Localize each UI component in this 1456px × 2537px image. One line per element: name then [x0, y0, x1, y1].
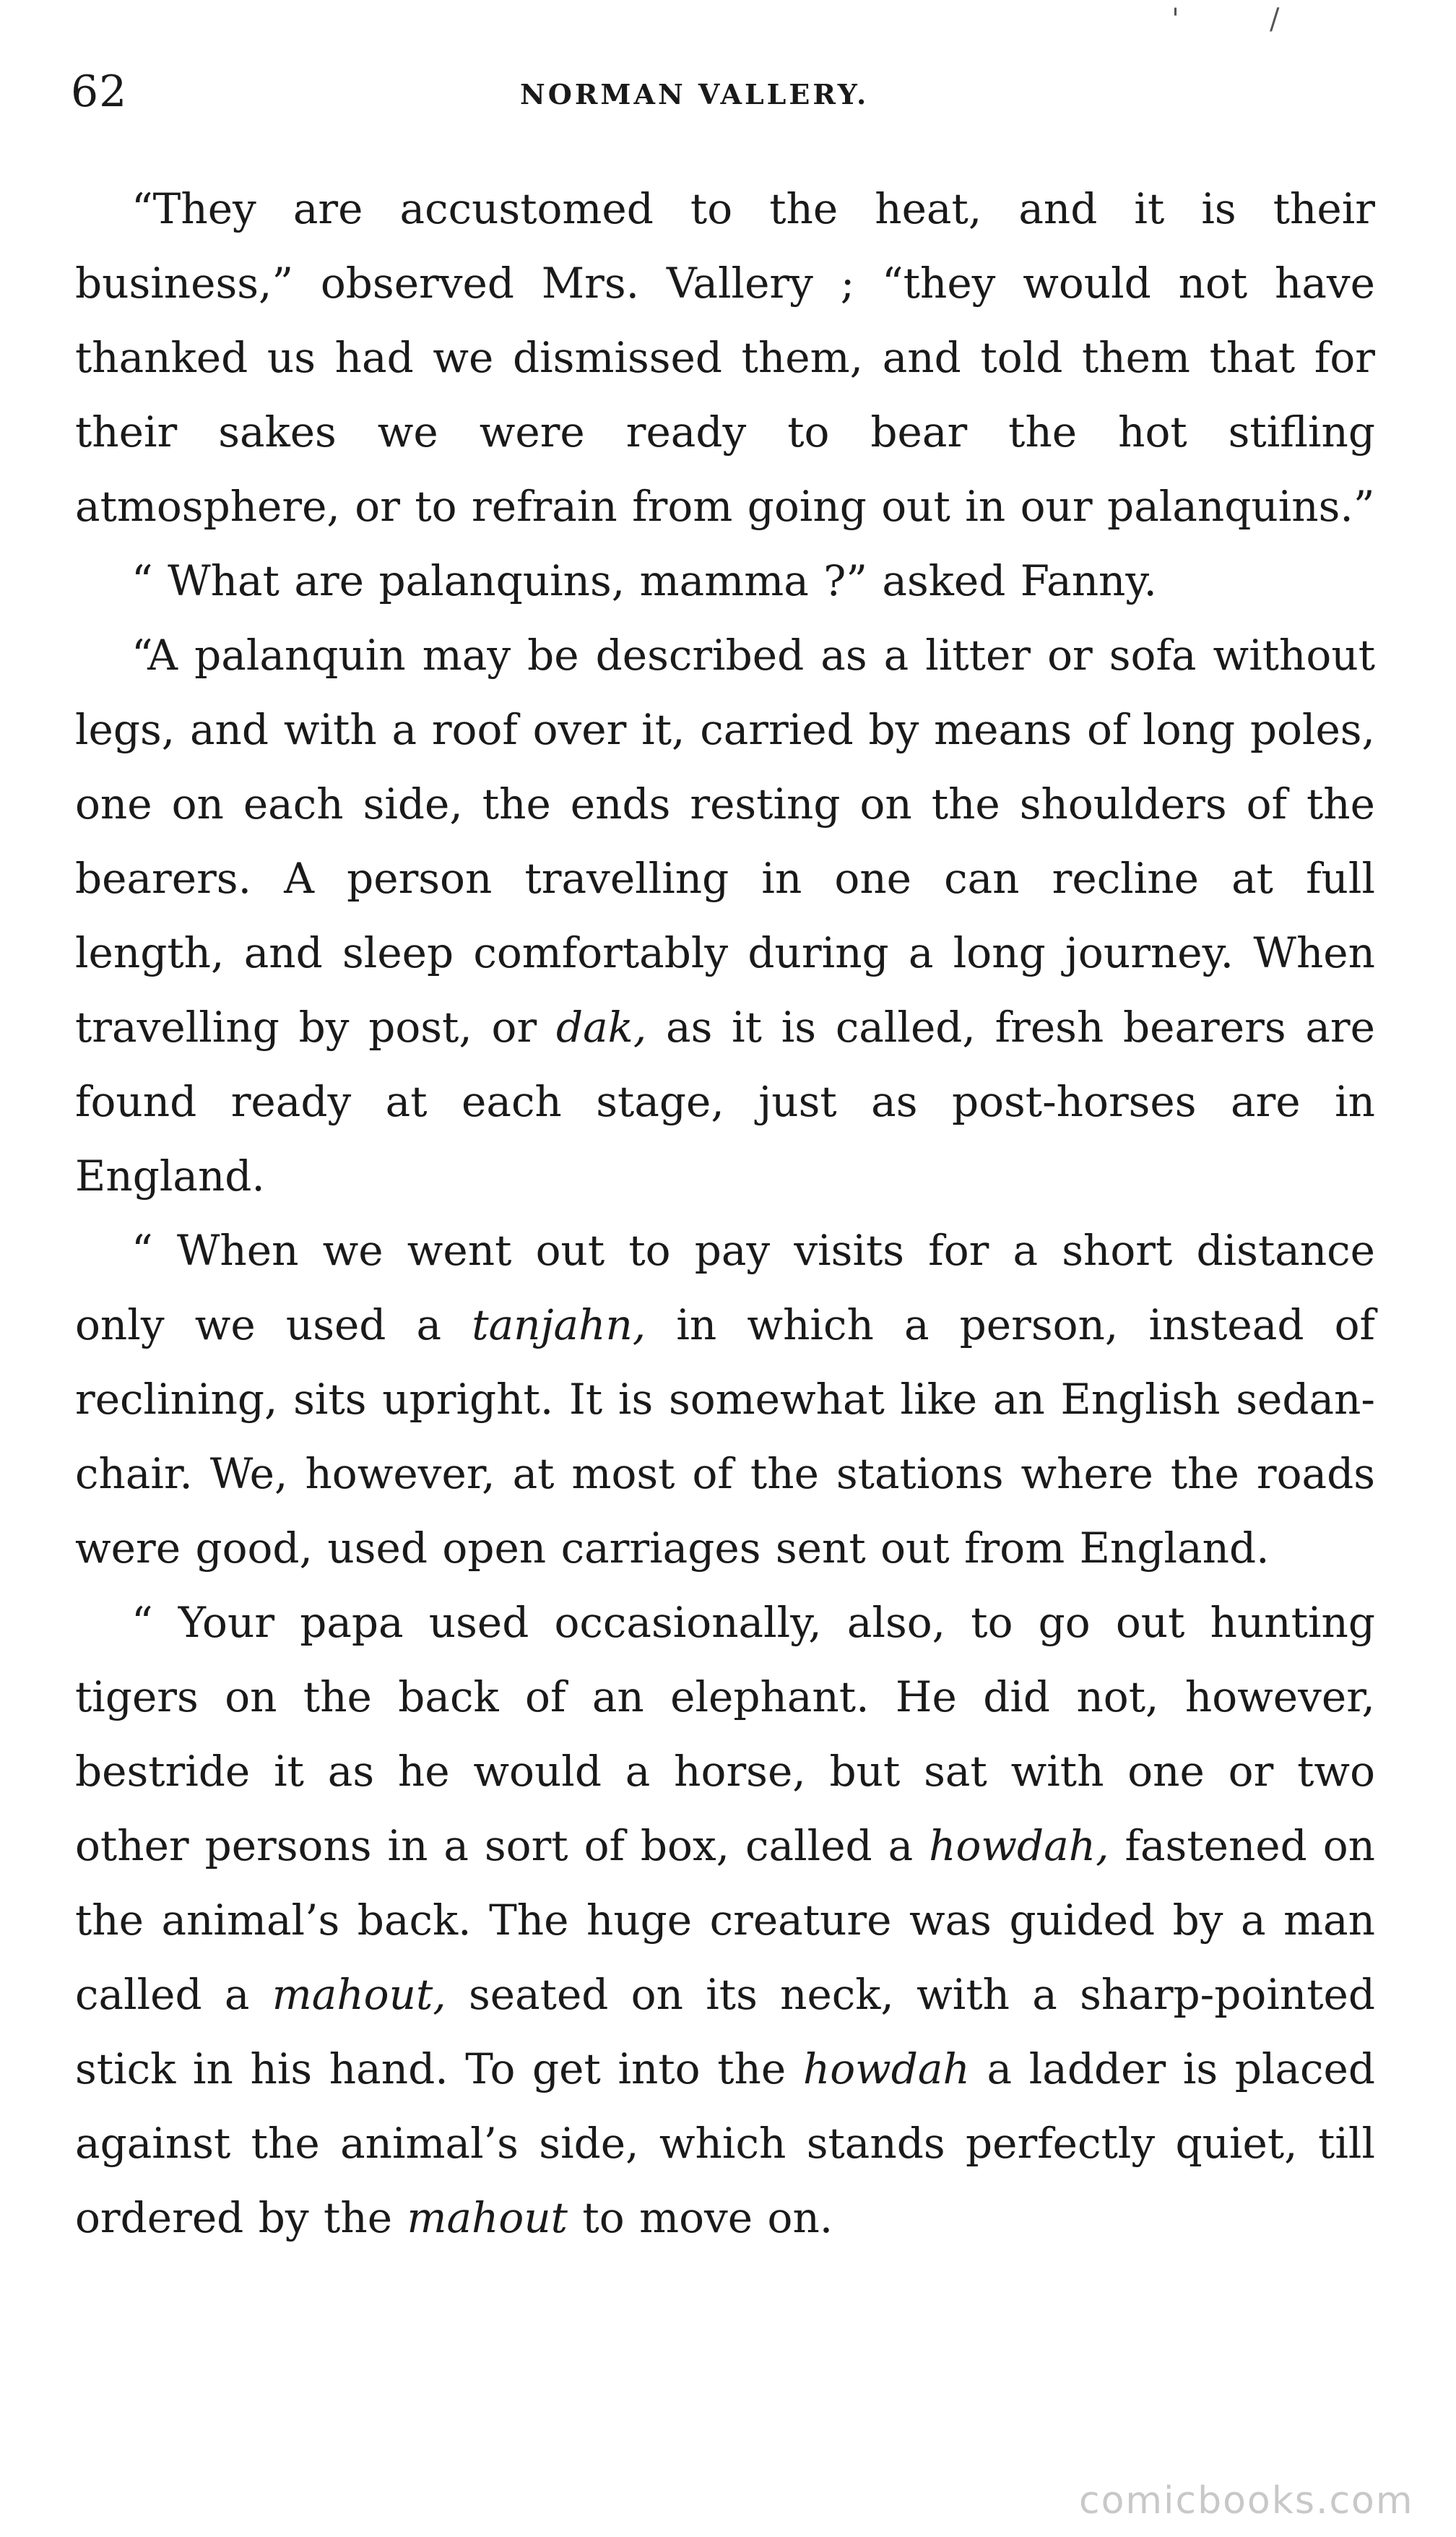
paragraph	[75, 1586, 1375, 2255]
corner-pencil-mark: /	[1270, 3, 1280, 36]
text-run: to move on.	[567, 2193, 833, 2242]
paragraph	[75, 618, 1375, 1214]
text-run: “A palanquin may be described as a litter or sofa without legs, and with a roof over it, carried by means of long poles, one on each side, the ends resting on the shoulders of the bearers. A person travelling in one can recline at full length, and sleep comfortably during a long journey. When travelling by post, or	[75, 631, 1375, 1052]
text-run: “ What are palanquins, mamma ?” asked Fanny.	[131, 556, 1157, 605]
paragraph	[75, 1214, 1375, 1586]
italic-term: howdah	[802, 2044, 970, 2093]
text-run: “They are accustomed to the heat, and it is their business,” observed Mrs. Vallery ; “they would not have thanked us had we dismissed them, and told them that for their sakes we were ready to bear the hot stifling atmosphere, or to refrain from going out in our palanquins.”	[75, 184, 1375, 531]
text-run: as it is called, fresh bearers are found ready at each stage, just as post-horses are in England.	[75, 1003, 1375, 1201]
text-run: a ladder is placed against the animal’s side, which stands perfectly quiet, till ordered by the	[75, 2044, 1375, 2242]
text-run: “ Your papa used occasionally, also, to go out hunting tigers on the back of an elephant. He did not, however, bestride it as he would a horse, but sat with one or two other persons in a sort of box, called a	[75, 1598, 1375, 1870]
text-run: “ When we went out to pay visits for a short distance only we used a	[75, 1226, 1375, 1349]
paragraph	[75, 544, 1375, 618]
page-number: 62	[71, 66, 128, 117]
text-run: seated on its neck, with a sharp-pointed stick in his hand. To get into the	[75, 1970, 1375, 2093]
running-title: NORMAN VALLERY.	[520, 78, 870, 111]
corner-pencil-mark: '	[1171, 3, 1179, 36]
paragraph	[75, 172, 1375, 544]
italic-term: mahout	[407, 2193, 568, 2242]
italic-term: dak,	[555, 1003, 647, 1052]
italic-term: tanjahn,	[472, 1300, 646, 1349]
body-text	[75, 172, 1375, 2255]
watermark: comicbooks.com	[1079, 2479, 1414, 2523]
text-run: in which a person, instead of reclining, sits upright. It is somewhat like an English sedan-chair. We, however, at most of the stations where the roads were good, used open carriages sent out from England.	[75, 1300, 1375, 1573]
italic-term: mahout,	[272, 1970, 446, 2019]
text-run: fastened on the animal’s back. The huge creature was guided by a man called a	[75, 1821, 1375, 2019]
italic-term: howdah,	[929, 1821, 1109, 1870]
